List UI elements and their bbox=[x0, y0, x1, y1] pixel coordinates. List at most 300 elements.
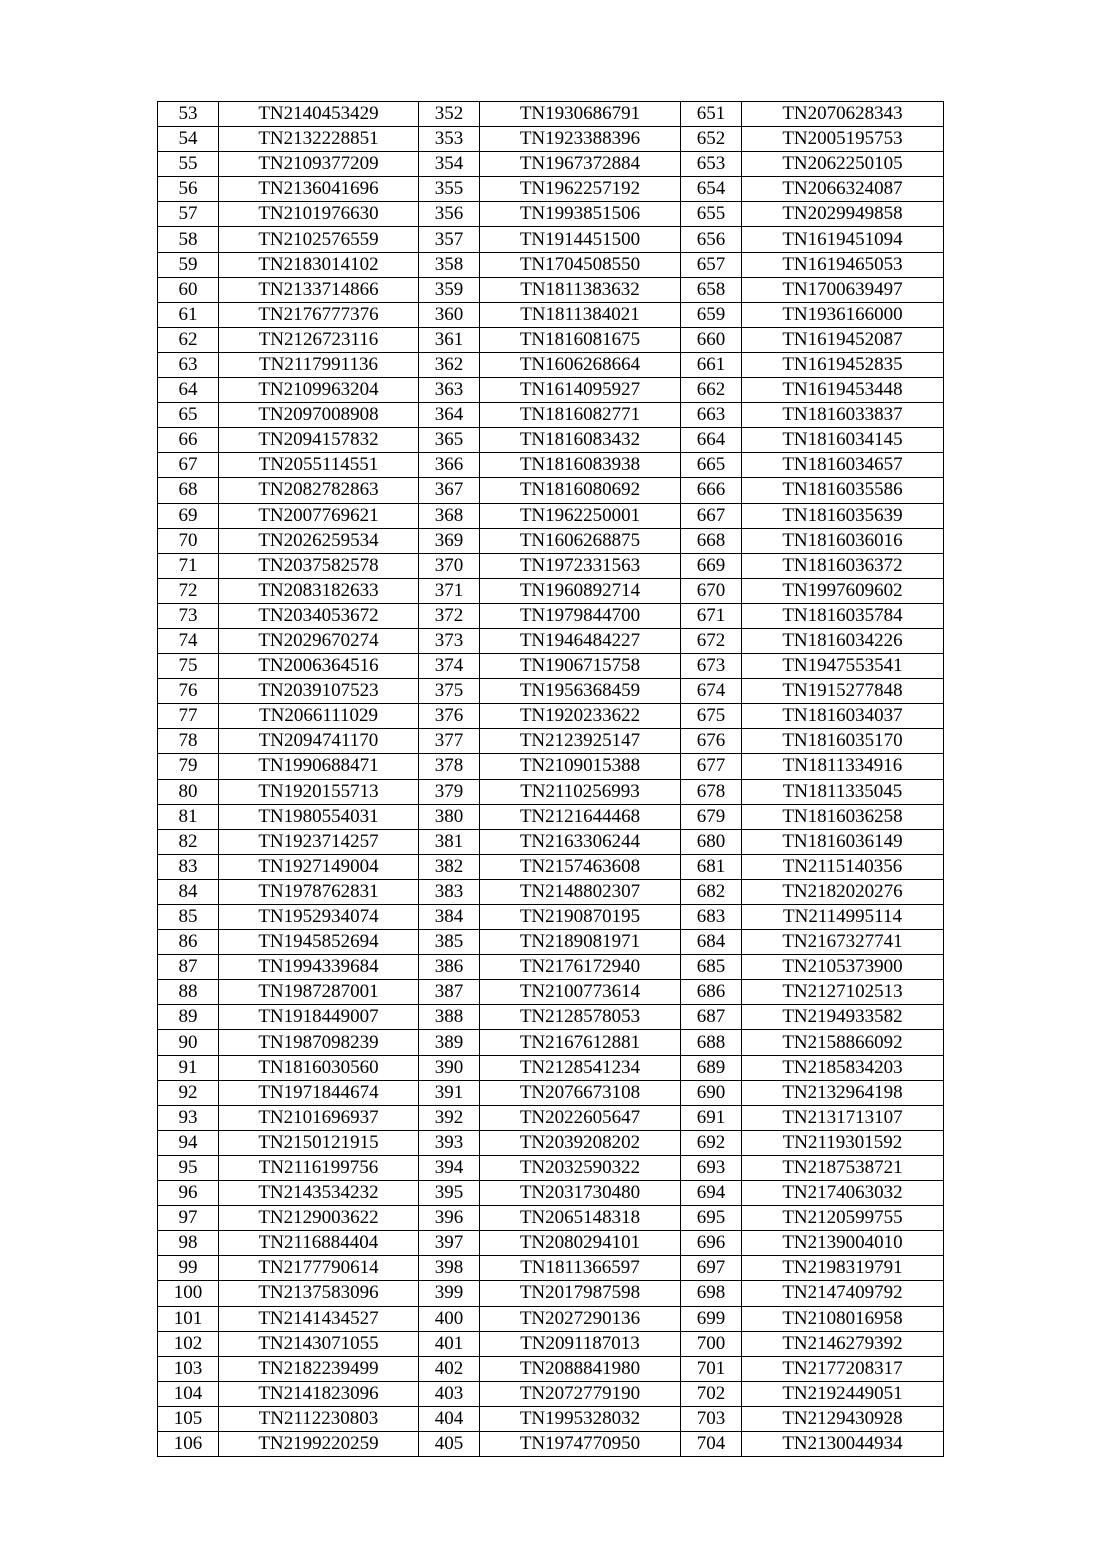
tracking-number-cell: TN2139004010 bbox=[742, 1231, 944, 1256]
index-cell: 358 bbox=[419, 252, 480, 277]
tracking-number-cell: TN2140453429 bbox=[219, 102, 419, 127]
index-cell: 99 bbox=[158, 1256, 219, 1281]
table-row bbox=[158, 980, 944, 1005]
index-cell: 386 bbox=[419, 955, 480, 980]
tracking-number-cell: TN1993851506 bbox=[480, 202, 681, 227]
tracking-number-cell: TN2176777376 bbox=[219, 302, 419, 327]
table-row bbox=[158, 1155, 944, 1180]
index-cell: 93 bbox=[158, 1105, 219, 1130]
tracking-number-cell: TN1816035170 bbox=[742, 729, 944, 754]
tracking-number-cell: TN1956368459 bbox=[480, 679, 681, 704]
tracking-number-cell: TN2129003622 bbox=[219, 1206, 419, 1231]
tracking-number-cell: TN2083182633 bbox=[219, 578, 419, 603]
tracking-number-cell: TN1923388396 bbox=[480, 127, 681, 152]
tracking-number-cell: TN2123925147 bbox=[480, 729, 681, 754]
table-row bbox=[158, 553, 944, 578]
tracking-number-cell: TN2182239499 bbox=[219, 1356, 419, 1381]
tracking-number-cell: TN2185834203 bbox=[742, 1055, 944, 1080]
index-cell: 57 bbox=[158, 202, 219, 227]
index-cell: 91 bbox=[158, 1055, 219, 1080]
index-cell: 397 bbox=[419, 1231, 480, 1256]
tracking-number-cell: TN2039107523 bbox=[219, 679, 419, 704]
table-row bbox=[158, 1080, 944, 1105]
tracking-number-cell: TN2143071055 bbox=[219, 1331, 419, 1356]
tracking-number-cell: TN1962250001 bbox=[480, 503, 681, 528]
tracking-number-cell: TN1987287001 bbox=[219, 980, 419, 1005]
tracking-number-cell: TN1920155713 bbox=[219, 779, 419, 804]
index-cell: 96 bbox=[158, 1181, 219, 1206]
tracking-number-cell: TN2167327741 bbox=[742, 930, 944, 955]
index-cell: 60 bbox=[158, 277, 219, 302]
tracking-number-cell: TN1816034037 bbox=[742, 704, 944, 729]
index-cell: 677 bbox=[681, 754, 742, 779]
tracking-number-cell: TN1990688471 bbox=[219, 754, 419, 779]
index-cell: 54 bbox=[158, 127, 219, 152]
tracking-number-cell: TN1816033837 bbox=[742, 403, 944, 428]
tracking-number-cell: TN2116884404 bbox=[219, 1231, 419, 1256]
index-cell: 387 bbox=[419, 980, 480, 1005]
table-row bbox=[158, 1431, 944, 1456]
table-row bbox=[158, 704, 944, 729]
table-row bbox=[158, 1381, 944, 1406]
tracking-number-cell: TN1994339684 bbox=[219, 955, 419, 980]
tracking-number-cell: TN1816080692 bbox=[480, 478, 681, 503]
tracking-number-cell: TN1816083938 bbox=[480, 453, 681, 478]
table-body bbox=[158, 102, 944, 1457]
index-cell: 402 bbox=[419, 1356, 480, 1381]
tracking-number-cell: TN2108016958 bbox=[742, 1306, 944, 1331]
index-cell: 371 bbox=[419, 578, 480, 603]
tracking-number-cell: TN2198319791 bbox=[742, 1256, 944, 1281]
index-cell: 68 bbox=[158, 478, 219, 503]
index-cell: 669 bbox=[681, 553, 742, 578]
tracking-number-cell: TN2101976630 bbox=[219, 202, 419, 227]
index-cell: 654 bbox=[681, 177, 742, 202]
tracking-number-cell: TN2115140356 bbox=[742, 854, 944, 879]
index-cell: 65 bbox=[158, 403, 219, 428]
table-row bbox=[158, 779, 944, 804]
tracking-number-cell: TN2147409792 bbox=[742, 1281, 944, 1306]
tracking-number-cell: TN2128541234 bbox=[480, 1055, 681, 1080]
index-cell: 663 bbox=[681, 403, 742, 428]
index-cell: 375 bbox=[419, 679, 480, 704]
table-row bbox=[158, 227, 944, 252]
index-cell: 652 bbox=[681, 127, 742, 152]
index-cell: 698 bbox=[681, 1281, 742, 1306]
index-cell: 82 bbox=[158, 829, 219, 854]
index-cell: 90 bbox=[158, 1030, 219, 1055]
table-row bbox=[158, 879, 944, 904]
tracking-number-cell: TN2062250105 bbox=[742, 152, 944, 177]
table-row bbox=[158, 1281, 944, 1306]
tracking-number-cell: TN2017987598 bbox=[480, 1281, 681, 1306]
index-cell: 681 bbox=[681, 854, 742, 879]
index-cell: 369 bbox=[419, 528, 480, 553]
table-row bbox=[158, 1005, 944, 1030]
index-cell: 666 bbox=[681, 478, 742, 503]
tracking-number-cell: TN2105373900 bbox=[742, 955, 944, 980]
tracking-number-cell: TN2120599755 bbox=[742, 1206, 944, 1231]
index-cell: 361 bbox=[419, 327, 480, 352]
table-row bbox=[158, 102, 944, 127]
table-row bbox=[158, 1181, 944, 1206]
table-row bbox=[158, 578, 944, 603]
tracking-number-cell: TN1967372884 bbox=[480, 152, 681, 177]
tracking-number-cell: TN2031730480 bbox=[480, 1181, 681, 1206]
tracking-number-cell: TN2119301592 bbox=[742, 1130, 944, 1155]
table-row bbox=[158, 127, 944, 152]
index-cell: 355 bbox=[419, 177, 480, 202]
tracking-number-cell: TN2080294101 bbox=[480, 1231, 681, 1256]
index-cell: 674 bbox=[681, 679, 742, 704]
tracking-number-cell: TN2187538721 bbox=[742, 1155, 944, 1180]
index-cell: 672 bbox=[681, 628, 742, 653]
index-cell: 658 bbox=[681, 277, 742, 302]
tracking-number-cell: TN2066111029 bbox=[219, 704, 419, 729]
index-cell: 365 bbox=[419, 428, 480, 453]
tracking-number-cell: TN2101696937 bbox=[219, 1105, 419, 1130]
index-cell: 673 bbox=[681, 654, 742, 679]
index-cell: 404 bbox=[419, 1406, 480, 1431]
tracking-number-cell: TN1918449007 bbox=[219, 1005, 419, 1030]
index-cell: 390 bbox=[419, 1055, 480, 1080]
index-cell: 396 bbox=[419, 1206, 480, 1231]
tracking-number-cell: TN2182020276 bbox=[742, 879, 944, 904]
index-cell: 353 bbox=[419, 127, 480, 152]
index-cell: 59 bbox=[158, 252, 219, 277]
tracking-number-cell: TN1995328032 bbox=[480, 1406, 681, 1431]
index-cell: 401 bbox=[419, 1331, 480, 1356]
table-row bbox=[158, 277, 944, 302]
index-cell: 400 bbox=[419, 1306, 480, 1331]
index-cell: 393 bbox=[419, 1130, 480, 1155]
table-row bbox=[158, 1256, 944, 1281]
table-row bbox=[158, 503, 944, 528]
index-cell: 392 bbox=[419, 1105, 480, 1130]
index-cell: 77 bbox=[158, 704, 219, 729]
index-cell: 382 bbox=[419, 854, 480, 879]
index-cell: 63 bbox=[158, 352, 219, 377]
index-cell: 58 bbox=[158, 227, 219, 252]
index-cell: 360 bbox=[419, 302, 480, 327]
index-cell: 86 bbox=[158, 930, 219, 955]
index-cell: 651 bbox=[681, 102, 742, 127]
index-cell: 680 bbox=[681, 829, 742, 854]
tracking-number-cell: TN1816035586 bbox=[742, 478, 944, 503]
index-cell: 367 bbox=[419, 478, 480, 503]
index-cell: 69 bbox=[158, 503, 219, 528]
index-cell: 366 bbox=[419, 453, 480, 478]
tracking-number-cell: TN1979844700 bbox=[480, 603, 681, 628]
index-cell: 385 bbox=[419, 930, 480, 955]
tracking-number-cell: TN1816036149 bbox=[742, 829, 944, 854]
tracking-number-cell: TN2116199756 bbox=[219, 1155, 419, 1180]
table-row bbox=[158, 352, 944, 377]
tracking-number-cell: TN1978762831 bbox=[219, 879, 419, 904]
tracking-number-cell: TN1704508550 bbox=[480, 252, 681, 277]
index-cell: 78 bbox=[158, 729, 219, 754]
tracking-number-cell: TN1619451094 bbox=[742, 227, 944, 252]
table-row bbox=[158, 1356, 944, 1381]
tracking-number-cell: TN1811384021 bbox=[480, 302, 681, 327]
table-row bbox=[158, 428, 944, 453]
index-cell: 62 bbox=[158, 327, 219, 352]
index-cell: 697 bbox=[681, 1256, 742, 1281]
index-cell: 399 bbox=[419, 1281, 480, 1306]
tracking-number-cell: TN1619452835 bbox=[742, 352, 944, 377]
tracking-number-cell: TN2097008908 bbox=[219, 403, 419, 428]
tracking-number-cell: TN2110256993 bbox=[480, 779, 681, 804]
tracking-number-cell: TN1816036258 bbox=[742, 804, 944, 829]
index-cell: 690 bbox=[681, 1080, 742, 1105]
tracking-number-cell: TN1816082771 bbox=[480, 403, 681, 428]
tracking-number-cell: TN1816083432 bbox=[480, 428, 681, 453]
tracking-number-cell: TN2163306244 bbox=[480, 829, 681, 854]
tracking-number-cell: TN1816034145 bbox=[742, 428, 944, 453]
tracking-number-cell: TN2029949858 bbox=[742, 202, 944, 227]
index-cell: 61 bbox=[158, 302, 219, 327]
tracking-number-cell: TN2141823096 bbox=[219, 1381, 419, 1406]
index-cell: 689 bbox=[681, 1055, 742, 1080]
table-row bbox=[158, 1206, 944, 1231]
tracking-number-cell: TN2065148318 bbox=[480, 1206, 681, 1231]
tracking-number-cell: TN1974770950 bbox=[480, 1431, 681, 1456]
tracking-number-cell: TN1811334916 bbox=[742, 754, 944, 779]
index-cell: 699 bbox=[681, 1306, 742, 1331]
index-cell: 56 bbox=[158, 177, 219, 202]
tracking-number-cell: TN2146279392 bbox=[742, 1331, 944, 1356]
index-cell: 79 bbox=[158, 754, 219, 779]
tracking-number-cell: TN2007769621 bbox=[219, 503, 419, 528]
index-cell: 702 bbox=[681, 1381, 742, 1406]
tracking-number-cell: TN2148802307 bbox=[480, 879, 681, 904]
tracking-number-cell: TN1945852694 bbox=[219, 930, 419, 955]
index-cell: 104 bbox=[158, 1381, 219, 1406]
table-row bbox=[158, 478, 944, 503]
index-cell: 686 bbox=[681, 980, 742, 1005]
tracking-number-cell: TN2109963204 bbox=[219, 378, 419, 403]
tracking-number-cell: TN2006364516 bbox=[219, 654, 419, 679]
tracking-number-cell: TN2137583096 bbox=[219, 1281, 419, 1306]
index-cell: 76 bbox=[158, 679, 219, 704]
index-cell: 653 bbox=[681, 152, 742, 177]
table-row bbox=[158, 252, 944, 277]
table-row bbox=[158, 679, 944, 704]
tracking-number-cell: TN1960892714 bbox=[480, 578, 681, 603]
tracking-number-cell: TN2055114551 bbox=[219, 453, 419, 478]
tracking-number-cell: TN2192449051 bbox=[742, 1381, 944, 1406]
tracking-number-cell: TN1811383632 bbox=[480, 277, 681, 302]
index-cell: 105 bbox=[158, 1406, 219, 1431]
tracking-number-cell: TN2032590322 bbox=[480, 1155, 681, 1180]
table-row bbox=[158, 654, 944, 679]
index-cell: 102 bbox=[158, 1331, 219, 1356]
index-cell: 381 bbox=[419, 829, 480, 854]
index-cell: 87 bbox=[158, 955, 219, 980]
table-row bbox=[158, 955, 944, 980]
index-cell: 88 bbox=[158, 980, 219, 1005]
tracking-number-cell: TN2174063032 bbox=[742, 1181, 944, 1206]
index-cell: 368 bbox=[419, 503, 480, 528]
tracking-number-cell: TN1816035784 bbox=[742, 603, 944, 628]
tracking-number-cell: TN1930686791 bbox=[480, 102, 681, 127]
index-cell: 388 bbox=[419, 1005, 480, 1030]
tracking-number-cell: TN1606268875 bbox=[480, 528, 681, 553]
index-cell: 66 bbox=[158, 428, 219, 453]
tracking-number-cell: TN2190870195 bbox=[480, 905, 681, 930]
table-row bbox=[158, 528, 944, 553]
index-cell: 662 bbox=[681, 378, 742, 403]
index-cell: 364 bbox=[419, 403, 480, 428]
index-cell: 694 bbox=[681, 1181, 742, 1206]
tracking-number-cell: TN2029670274 bbox=[219, 628, 419, 653]
index-cell: 363 bbox=[419, 378, 480, 403]
tracking-number-cell: TN2128578053 bbox=[480, 1005, 681, 1030]
tracking-number-cell: TN2143534232 bbox=[219, 1181, 419, 1206]
index-cell: 380 bbox=[419, 804, 480, 829]
tracking-number-cell: TN2177790614 bbox=[219, 1256, 419, 1281]
tracking-number-cell: TN2157463608 bbox=[480, 854, 681, 879]
tracking-number-cell: TN2189081971 bbox=[480, 930, 681, 955]
table-row bbox=[158, 1030, 944, 1055]
table-row bbox=[158, 905, 944, 930]
index-cell: 687 bbox=[681, 1005, 742, 1030]
index-cell: 92 bbox=[158, 1080, 219, 1105]
tracking-number-cell: TN1962257192 bbox=[480, 177, 681, 202]
index-cell: 395 bbox=[419, 1181, 480, 1206]
tracking-number-cell: TN1997609602 bbox=[742, 578, 944, 603]
index-cell: 94 bbox=[158, 1130, 219, 1155]
tracking-number-cell: TN1980554031 bbox=[219, 804, 419, 829]
tracking-number-cell: TN2102576559 bbox=[219, 227, 419, 252]
table-row bbox=[158, 403, 944, 428]
index-cell: 701 bbox=[681, 1356, 742, 1381]
tracking-number-cell: TN2194933582 bbox=[742, 1005, 944, 1030]
index-cell: 656 bbox=[681, 227, 742, 252]
table-row bbox=[158, 829, 944, 854]
index-cell: 655 bbox=[681, 202, 742, 227]
index-cell: 89 bbox=[158, 1005, 219, 1030]
index-cell: 683 bbox=[681, 905, 742, 930]
index-cell: 53 bbox=[158, 102, 219, 127]
tracking-number-cell: TN1971844674 bbox=[219, 1080, 419, 1105]
tracking-number-cell: TN2176172940 bbox=[480, 955, 681, 980]
index-cell: 678 bbox=[681, 779, 742, 804]
index-cell: 72 bbox=[158, 578, 219, 603]
tracking-number-cell: TN1816034226 bbox=[742, 628, 944, 653]
index-cell: 405 bbox=[419, 1431, 480, 1456]
index-cell: 64 bbox=[158, 378, 219, 403]
index-cell: 659 bbox=[681, 302, 742, 327]
tracking-number-cell: TN2141434527 bbox=[219, 1306, 419, 1331]
index-cell: 671 bbox=[681, 603, 742, 628]
tracking-number-cell: TN1914451500 bbox=[480, 227, 681, 252]
index-cell: 376 bbox=[419, 704, 480, 729]
tracking-number-cell: TN2136041696 bbox=[219, 177, 419, 202]
tracking-number-cell: TN2112230803 bbox=[219, 1406, 419, 1431]
table-row bbox=[158, 327, 944, 352]
index-cell: 383 bbox=[419, 879, 480, 904]
index-cell: 394 bbox=[419, 1155, 480, 1180]
table-row bbox=[158, 804, 944, 829]
table-row bbox=[158, 302, 944, 327]
table-row bbox=[158, 729, 944, 754]
index-cell: 103 bbox=[158, 1356, 219, 1381]
tracking-number-cell: TN1619452087 bbox=[742, 327, 944, 352]
tracking-number-cell: TN2070628343 bbox=[742, 102, 944, 127]
index-cell: 661 bbox=[681, 352, 742, 377]
tracking-number-cell: TN2167612881 bbox=[480, 1030, 681, 1055]
index-cell: 660 bbox=[681, 327, 742, 352]
index-cell: 374 bbox=[419, 654, 480, 679]
index-cell: 370 bbox=[419, 553, 480, 578]
index-cell: 362 bbox=[419, 352, 480, 377]
index-cell: 657 bbox=[681, 252, 742, 277]
index-cell: 675 bbox=[681, 704, 742, 729]
tracking-number-cell: TN1811335045 bbox=[742, 779, 944, 804]
index-cell: 679 bbox=[681, 804, 742, 829]
tracking-number-cell: TN2158866092 bbox=[742, 1030, 944, 1055]
tracking-number-cell: TN2132964198 bbox=[742, 1080, 944, 1105]
tracking-number-cell: TN2121644468 bbox=[480, 804, 681, 829]
tracking-number-cell: TN1614095927 bbox=[480, 378, 681, 403]
table-row bbox=[158, 1406, 944, 1431]
tracking-number-cell: TN2109015388 bbox=[480, 754, 681, 779]
table-row bbox=[158, 152, 944, 177]
tracking-number-cell: TN2026259534 bbox=[219, 528, 419, 553]
index-cell: 354 bbox=[419, 152, 480, 177]
tracking-number-cell: TN2130044934 bbox=[742, 1431, 944, 1456]
tracking-number-cell: TN1816081675 bbox=[480, 327, 681, 352]
index-cell: 688 bbox=[681, 1030, 742, 1055]
tracking-number-cell: TN2034053672 bbox=[219, 603, 419, 628]
tracking-number-cell: TN2094157832 bbox=[219, 428, 419, 453]
tracking-number-cell: TN1619465053 bbox=[742, 252, 944, 277]
index-cell: 691 bbox=[681, 1105, 742, 1130]
table-row bbox=[158, 378, 944, 403]
index-cell: 372 bbox=[419, 603, 480, 628]
index-cell: 106 bbox=[158, 1431, 219, 1456]
tracking-number-cell: TN1816036016 bbox=[742, 528, 944, 553]
table-row bbox=[158, 854, 944, 879]
tracking-number-cell: TN2022605647 bbox=[480, 1105, 681, 1130]
table-row bbox=[158, 1306, 944, 1331]
index-cell: 682 bbox=[681, 879, 742, 904]
tracking-number-cell: TN2183014102 bbox=[219, 252, 419, 277]
index-cell: 668 bbox=[681, 528, 742, 553]
index-cell: 692 bbox=[681, 1130, 742, 1155]
index-cell: 377 bbox=[419, 729, 480, 754]
tracking-number-cell: TN1915277848 bbox=[742, 679, 944, 704]
index-cell: 664 bbox=[681, 428, 742, 453]
index-cell: 693 bbox=[681, 1155, 742, 1180]
index-cell: 389 bbox=[419, 1030, 480, 1055]
tracking-number-cell: TN2091187013 bbox=[480, 1331, 681, 1356]
index-cell: 384 bbox=[419, 905, 480, 930]
tracking-number-cell: TN2082782863 bbox=[219, 478, 419, 503]
index-cell: 84 bbox=[158, 879, 219, 904]
table-row bbox=[158, 628, 944, 653]
index-cell: 359 bbox=[419, 277, 480, 302]
index-cell: 391 bbox=[419, 1080, 480, 1105]
index-cell: 703 bbox=[681, 1406, 742, 1431]
table-row bbox=[158, 1055, 944, 1080]
index-cell: 685 bbox=[681, 955, 742, 980]
index-cell: 67 bbox=[158, 453, 219, 478]
tracking-number-cell: TN2177208317 bbox=[742, 1356, 944, 1381]
index-cell: 71 bbox=[158, 553, 219, 578]
index-cell: 95 bbox=[158, 1155, 219, 1180]
